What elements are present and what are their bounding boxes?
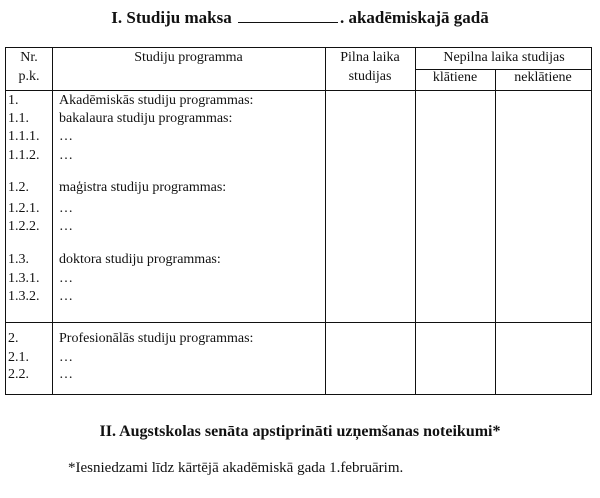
- row-program-name: maģistra studiju programmas:: [59, 180, 227, 195]
- row-number: 2.: [8, 331, 19, 346]
- row-program-name: …: [59, 289, 73, 304]
- header-nr-2: p.k.: [18, 69, 40, 84]
- row-number: 1.1.: [8, 111, 29, 126]
- row-number: 1.: [8, 93, 19, 108]
- header-nr: Nr.: [20, 50, 38, 65]
- header-full-time-2: studijas: [348, 69, 392, 84]
- row-number: 1.3.2.: [8, 289, 40, 304]
- page-title: [0, 8, 600, 28]
- row-program-name: …: [59, 219, 73, 234]
- header-divider: [6, 90, 591, 91]
- header-part-time: Nepilna laika studijas: [443, 50, 565, 65]
- row-divider: [6, 322, 591, 323]
- header-distance: neklātiene: [514, 70, 572, 85]
- col-divider: [415, 48, 416, 394]
- row-program-name: Akadēmiskās studiju programmas:: [59, 93, 254, 108]
- section-2-heading: II. Augstskolas senāta apstiprināti uzņemšanas noteikumi*: [99, 423, 501, 440]
- row-number: 1.2.: [8, 180, 29, 195]
- row-program-name: …: [59, 367, 73, 382]
- footnote: *Iesniedzami līdz kārtējā akadēmiskā gada 1.februārim.: [68, 460, 404, 476]
- col-divider: [52, 48, 53, 394]
- title-text-end: . akadēmiskajā gadā: [339, 8, 489, 27]
- row-number: 2.1.: [8, 350, 29, 365]
- header-in-person: klātiene: [432, 70, 478, 85]
- header-program: Studiju programma: [134, 50, 243, 65]
- row-program-name: bakalaura studiju programmas:: [59, 111, 233, 126]
- row-program-name: Profesionālās studiju programmas:: [59, 331, 254, 346]
- col-divider: [495, 69, 496, 394]
- row-number: 1.3.: [8, 252, 29, 267]
- row-number: 1.1.2.: [8, 148, 40, 163]
- row-number: 1.2.1.: [8, 201, 40, 216]
- tuition-table: [5, 47, 592, 395]
- row-program-name: …: [59, 201, 73, 216]
- row-program-name: …: [59, 271, 73, 286]
- title-text: I. Studiju maksa: [111, 8, 232, 27]
- fill-in-blank[interactable]: [238, 8, 338, 23]
- row-number: 1.1.1.: [8, 129, 40, 144]
- row-program-name: doktora studiju programmas:: [59, 252, 221, 267]
- row-number: 1.3.1.: [8, 271, 40, 286]
- row-number: 1.2.2.: [8, 219, 40, 234]
- row-number: 2.2.: [8, 367, 29, 382]
- row-program-name: …: [59, 350, 73, 365]
- row-program-name: …: [59, 148, 73, 163]
- col-divider: [325, 48, 326, 394]
- row-program-name: …: [59, 129, 73, 144]
- header-full-time: Pilna laika: [340, 50, 400, 65]
